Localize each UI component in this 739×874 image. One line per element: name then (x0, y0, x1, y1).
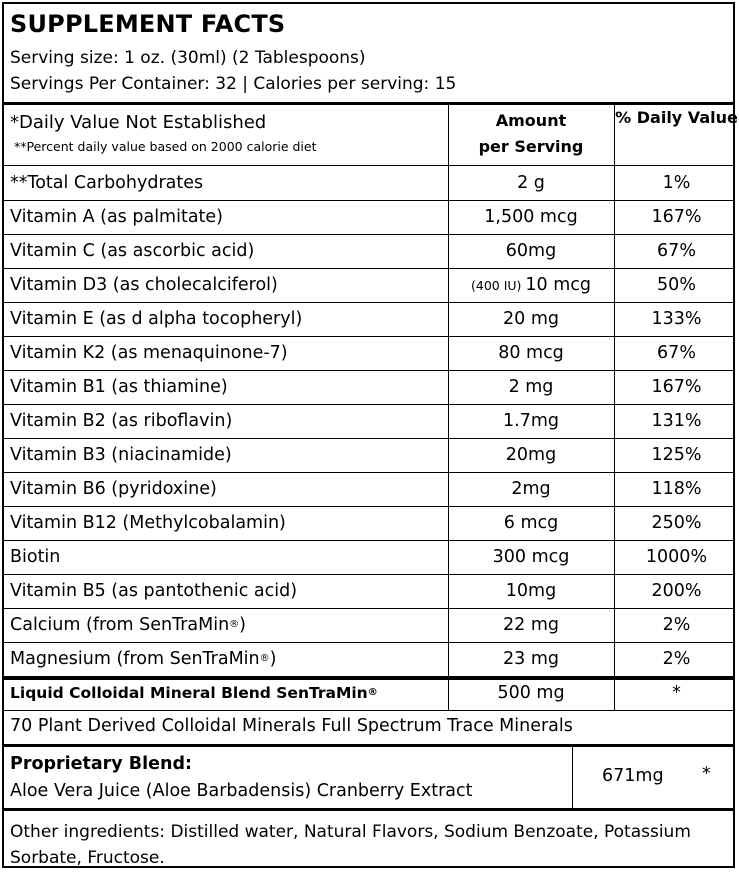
divider-thick (4, 102, 733, 105)
amount-value: 20mg (505, 445, 557, 465)
table-row (4, 506, 733, 540)
table-row (4, 472, 733, 506)
nutrient-name-text: Vitamin B1 (as thiamine) (10, 377, 228, 397)
table-row (4, 268, 733, 302)
divider-thick (4, 744, 733, 747)
nutrient-amount (448, 404, 614, 438)
plant-minerals-line: 70 Plant Derived Colloidal Minerals Full Spectrum Trace Minerals (10, 716, 573, 736)
nutrient-name (10, 336, 288, 370)
nutrient-amount (448, 540, 614, 574)
nutrient-amount (448, 642, 614, 676)
amount-value: 2 g (517, 173, 545, 193)
nutrient-name: Magnesium (from SenTraMin ® ) (10, 649, 277, 669)
table-row (4, 166, 733, 200)
column-divider-2 (614, 105, 615, 710)
nutrient-name-text: Vitamin B12 (Methylcobalamin) (10, 513, 286, 533)
mineral-blend-name: Liquid Colloidal Mineral Blend SenTraMin (10, 684, 368, 702)
nutrient-amount (448, 200, 614, 234)
nutrient-daily-value: 50% (657, 275, 696, 295)
nutrient-amount (448, 472, 614, 506)
amount-value: 2 mg (508, 377, 554, 397)
dv-not-established-note: *Daily Value Not Established (10, 112, 267, 133)
nutrient-name-text: Vitamin C (as ascorbic acid) (10, 241, 255, 261)
table-row (4, 336, 733, 370)
nutrient-amount (448, 166, 614, 200)
panel-title: SUPPLEMENT FACTS (10, 10, 286, 38)
daily-value-header: % Daily Value (615, 108, 738, 127)
nutrient-amount (448, 302, 614, 336)
nutrient-daily-value: 2% (662, 615, 691, 635)
table-row (4, 370, 733, 404)
table-row (4, 540, 733, 574)
divider-thick (4, 808, 733, 811)
nutrient-name-text: Vitamin B6 (pyridoxine) (10, 479, 217, 499)
nutrient-amount (448, 268, 614, 302)
servings-per-container: Servings Per Container: 32 | Calories per serving: 15 (10, 74, 457, 94)
amount-value: 2mg (511, 479, 551, 499)
nutrient-daily-value: 2% (662, 649, 691, 669)
proprietary-blend-amount: 671mg (602, 766, 664, 786)
amount-value: 20 mg (503, 309, 559, 329)
amount-value: 23 mg (503, 649, 559, 669)
nutrient-name-text: Vitamin D3 (as cholecalciferol) (10, 275, 278, 295)
nutrient-name (10, 234, 254, 268)
nutrient-name (10, 438, 232, 472)
nutrient-name-text: Vitamin E (as d alpha tocopheryl) (10, 309, 303, 329)
nutrient-daily-value: 125% (651, 445, 702, 465)
nutrient-name-text: **Total Carbohydrates (10, 173, 204, 193)
nutrient-name-text: Vitamin B5 (as pantothenic acid) (10, 581, 298, 601)
nutrient-name-text: Vitamin K2 (as menaquinone-7) (10, 343, 288, 363)
nutrient-amount (448, 438, 614, 472)
amount-value: 10mg (505, 581, 557, 601)
table-row (4, 642, 733, 676)
other-ingredients: Other ingredients: Distilled water, Natural Flavors, Sodium Benzoate, Potassium Sorbate, Fructose. (10, 822, 691, 868)
table-row (4, 438, 733, 472)
amount-prefix: (400 IU) (470, 277, 522, 293)
table-row (4, 302, 733, 336)
nutrient-amount (448, 234, 614, 268)
nutrient-name (10, 472, 217, 506)
amount-header-line2: per Serving (478, 137, 584, 156)
nutrient-daily-value: 118% (651, 479, 702, 499)
nutrient-name (10, 506, 286, 540)
nutrient-daily-value: 1% (662, 173, 691, 193)
nutrient-amount (448, 370, 614, 404)
nutrient-name-text: Vitamin A (as palmitate) (10, 207, 224, 227)
amount-value: 22 mg (503, 615, 559, 635)
nutrient-name-text: Vitamin B3 (niacinamide) (10, 445, 232, 465)
nutrient-amount (448, 574, 614, 608)
nutrient-name-text: Biotin (10, 547, 61, 567)
amount-value: 1.7mg (503, 411, 559, 431)
serving-size: Serving size: 1 oz. (30ml) (2 Tablespoons) (10, 48, 366, 68)
nutrient-name (10, 540, 60, 574)
table-row (4, 574, 733, 608)
amount-value: 60mg (505, 241, 557, 261)
supplement-facts-panel (2, 2, 738, 868)
nutrient-daily-value: 67% (657, 241, 696, 261)
nutrient-daily-value: 167% (651, 207, 702, 227)
nutrient-amount (448, 506, 614, 540)
amount-value: 300 mcg (492, 547, 570, 567)
nutrient-name (10, 302, 302, 336)
nutrient-name (10, 166, 203, 200)
proprietary-blend-dv: * (702, 764, 711, 784)
amount-header (448, 108, 614, 160)
nutrient-name-text: Magnesium (from SenTraMin (10, 649, 260, 669)
nutrient-daily-value: 200% (651, 581, 702, 601)
percent-dv-note: **Percent daily value based on 2000 calorie diet (14, 139, 317, 154)
nutrient-name (10, 200, 223, 234)
amount-value: 10 mcg (525, 275, 592, 295)
table-row (4, 200, 733, 234)
amount-value: 80 mcg (498, 343, 564, 363)
divider (4, 710, 733, 711)
nutrient-name-suffix: ) (269, 649, 277, 669)
amount-header-line1: Amount (495, 111, 567, 130)
nutrient-daily-value: 67% (657, 343, 696, 363)
nutrient-name (10, 404, 232, 438)
mineral-blend-dv: * (672, 683, 681, 703)
table-row (4, 234, 733, 268)
nutrient-daily-value: 250% (651, 513, 702, 533)
mineral-blend-row: Liquid Colloidal Mineral Blend SenTraMin ® 500 mg * (4, 676, 733, 710)
table-row (4, 404, 733, 438)
nutrient-name (10, 370, 228, 404)
nutrient-amount (448, 336, 614, 370)
amount-value: 1,500 mcg (484, 207, 578, 227)
mineral-blend-amount: 500 mg (497, 683, 565, 703)
proprietary-column-divider (572, 747, 573, 808)
nutrient-name (10, 574, 297, 608)
nutrient-daily-value: 1000% (645, 547, 708, 567)
table-row (4, 608, 733, 642)
nutrient-name-text: Calcium (from SenTraMin (10, 615, 230, 635)
nutrient-name (10, 268, 278, 302)
nutrient-amount (448, 608, 614, 642)
nutrient-daily-value: 133% (651, 309, 702, 329)
nutrient-name-suffix: ) (239, 615, 246, 635)
nutrient-name: Calcium (from SenTraMin ® ) (10, 615, 246, 635)
amount-value: 6 mcg (503, 513, 559, 533)
nutrient-daily-value: 131% (651, 411, 702, 431)
nutrient-daily-value: 167% (651, 377, 702, 397)
proprietary-blend-ingredients: Aloe Vera Juice (Aloe Barbadensis) Cranberry Extract (10, 781, 473, 801)
proprietary-blend-title: Proprietary Blend: (10, 754, 192, 774)
nutrient-name-text: Vitamin B2 (as riboflavin) (10, 411, 233, 431)
column-divider-1 (448, 105, 449, 710)
